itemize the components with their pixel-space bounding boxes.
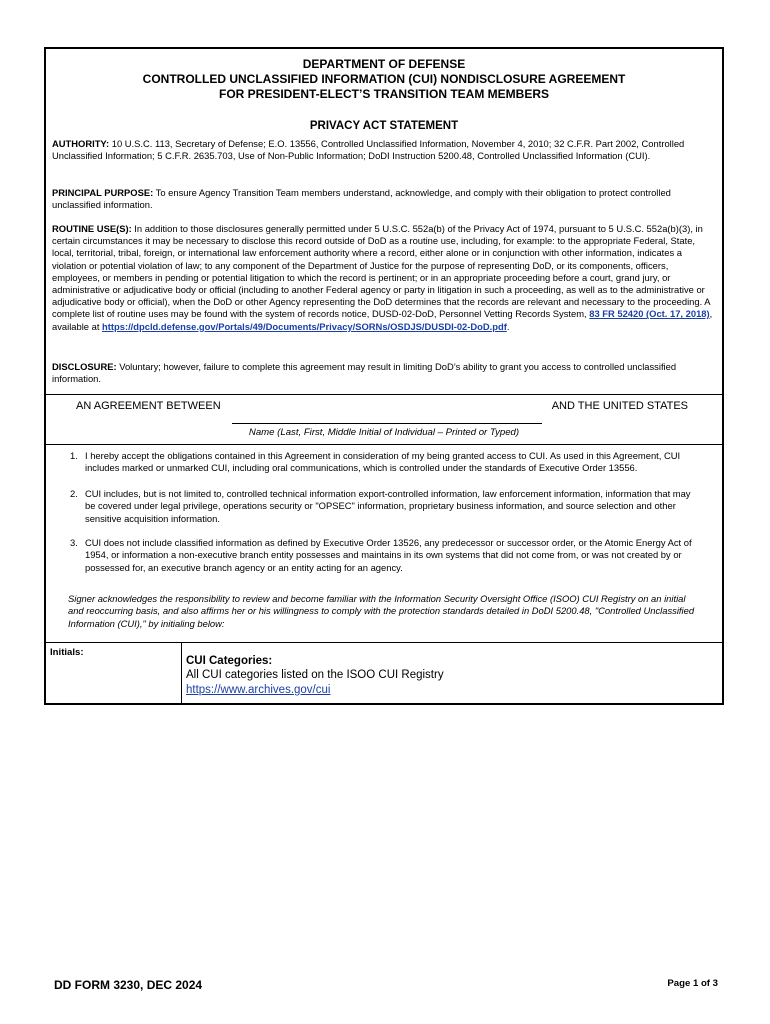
name-caption: Name (Last, First, Middle Initial of Individual – Printed or Typed) bbox=[248, 427, 520, 438]
title-line-3: FOR PRESIDENT-ELECT’S TRANSITION TEAM MEMBERS bbox=[218, 87, 549, 101]
initials-divider bbox=[181, 642, 182, 705]
divider bbox=[46, 394, 722, 395]
privacy-act-title: PRIVACY ACT STATEMENT bbox=[309, 120, 459, 132]
agreement-item-2 bbox=[70, 488, 698, 525]
authority-label: AUTHORITY: bbox=[52, 138, 110, 149]
routine-label: ROUTINE USE(S): bbox=[52, 223, 132, 234]
agreement-item-3 bbox=[70, 537, 698, 574]
disclosure-paragraph bbox=[52, 361, 716, 385]
federal-register-link[interactable]: 83 FR 52420 (Oct. 17, 2018) bbox=[589, 308, 710, 320]
item-text: CUI does not include classified information as defined by Executive Order 13526, any predecessor or successor order, or the Atomic Energy Act of 1954, or information a non-executive branch entity possesses and maintains in its own systems that did not come from, or was not created by or possessed for, an executive branch agency or an entity acting for an agency. bbox=[85, 537, 692, 573]
agreement-item-1 bbox=[70, 450, 698, 475]
agreement-between-label: AN AGREEMENT BETWEEN bbox=[76, 400, 221, 412]
authority-text: 10 U.S.C. 113, Secretary of Defense; E.O. 13556, Controlled Unclassified Information, November 4, 2010; 32 C.F.R. Part 2002, Controlled Unclassified Information; 5 C.F.R. 2635.703, Use of Non-Public Information; DoDI Instruction 5200.48, Controlled Unclassified Information (CUI). bbox=[52, 138, 685, 162]
initials-label: Initials: bbox=[50, 647, 84, 658]
item-number: 3. bbox=[70, 537, 78, 548]
page-number: Page 1 of 3 bbox=[667, 978, 718, 989]
form-number: DD FORM 3230, DEC 2024 bbox=[54, 978, 203, 992]
divider bbox=[46, 642, 722, 643]
cui-registry-link[interactable]: https://www.archives.gov/cui bbox=[186, 684, 331, 696]
divider bbox=[46, 444, 722, 445]
item-number: 2. bbox=[70, 488, 78, 499]
purpose-label: PRINCIPAL PURPOSE: bbox=[52, 187, 154, 198]
disclosure-label: DISCLOSURE: bbox=[52, 361, 117, 372]
title-line-2: CONTROLLED UNCLASSIFIED INFORMATION (CUI) NONDISCLOSURE AGREEMENT bbox=[142, 72, 626, 86]
authority-paragraph bbox=[52, 138, 716, 162]
item-text: CUI includes, but is not limited to, controlled technical information export-controlled information, law enforcement information, information that may be covered under legal privilege, operations security or "OPSEC" information, proprietary business information, and source selection and other sensitive acquisition information. bbox=[85, 488, 691, 524]
title-line-1: DEPARTMENT OF DEFENSE bbox=[302, 57, 466, 71]
sorn-pdf-link[interactable]: https://dpcld.defense.gov/Portals/49/Documents/Privacy/SORNs/OSDJS/DUSDI-02-DoD.pdf bbox=[102, 320, 507, 332]
purpose-paragraph bbox=[52, 187, 716, 211]
purpose-text: To ensure Agency Transition Team members understand, acknowledge, and comply with their obligation to protect controlled unclassified information. bbox=[52, 187, 671, 211]
form-box bbox=[44, 47, 724, 705]
cui-categories-title: CUI Categories: bbox=[186, 655, 273, 667]
routine-mid: , available at bbox=[52, 308, 713, 332]
item-number: 1. bbox=[70, 450, 78, 461]
routine-use-paragraph bbox=[52, 223, 716, 333]
form-title bbox=[46, 57, 722, 102]
cui-categories-description: All CUI categories listed on the ISOO CUI Registry bbox=[186, 669, 444, 681]
routine-text: In addition to those disclosures generally permitted under 5 U.S.C. 552a(b) of the Privacy Act of 1974, pursuant to 5 U.S.C. 552a(b)(3), in certain circumstances it may be necessary to disclose this record outside of DoD as a routine use, including, for example: to the appropriate Federal, State, local, territorial, tribal, foreign, or international law enforcement authority where a record, either alone or in conjunction with other information, indicates a violation or potential violation of law; to any component of the Department of Justice for the purpose of representing DoD, or its components, officers, employees, or members in pending or potential litigation to which the record is pertinent; or in an appropriate proceeding before a court, grand jury, or administrative or adjudicative body or official (including to another Federal agency or party in litigation in such a proceeding, as well as to the administrative or adjudicative body or official), when the DoD or other Agency representing the DoD determines that the records are relevant and necessary to the proceeding. A complete list of routine uses may be found with the system of records notice, DUSD-02-DoD, Personnel Vetting Records System, bbox=[52, 223, 711, 320]
name-input-line[interactable] bbox=[232, 423, 542, 424]
item-text: I hereby accept the obligations contained in this Agreement in consideration of my being granted access to CUI. As used in this Agreement, CUI includes marked or unmarked CUI, including oral communications, which is controlled under the standards of Executive Order 13556. bbox=[85, 450, 681, 474]
routine-end: . bbox=[506, 320, 510, 332]
united-states-label: AND THE UNITED STATES bbox=[551, 400, 688, 412]
signer-acknowledgement: Signer acknowledges the responsibility to review and become familiar with the Information Security Oversight Office (ISOO) CUI Registry on an initial and reoccurring basis, and also affirms her or his willingness to comply with the protection standards detailed in DoDI 5200.48, "Controlled Unclassified Information (CUI)," by initialing below: bbox=[68, 593, 695, 629]
disclosure-text: Voluntary; however, failure to complete this agreement may result in limiting DoD’s ability to grant you access to controlled unclassified information. bbox=[52, 361, 677, 385]
